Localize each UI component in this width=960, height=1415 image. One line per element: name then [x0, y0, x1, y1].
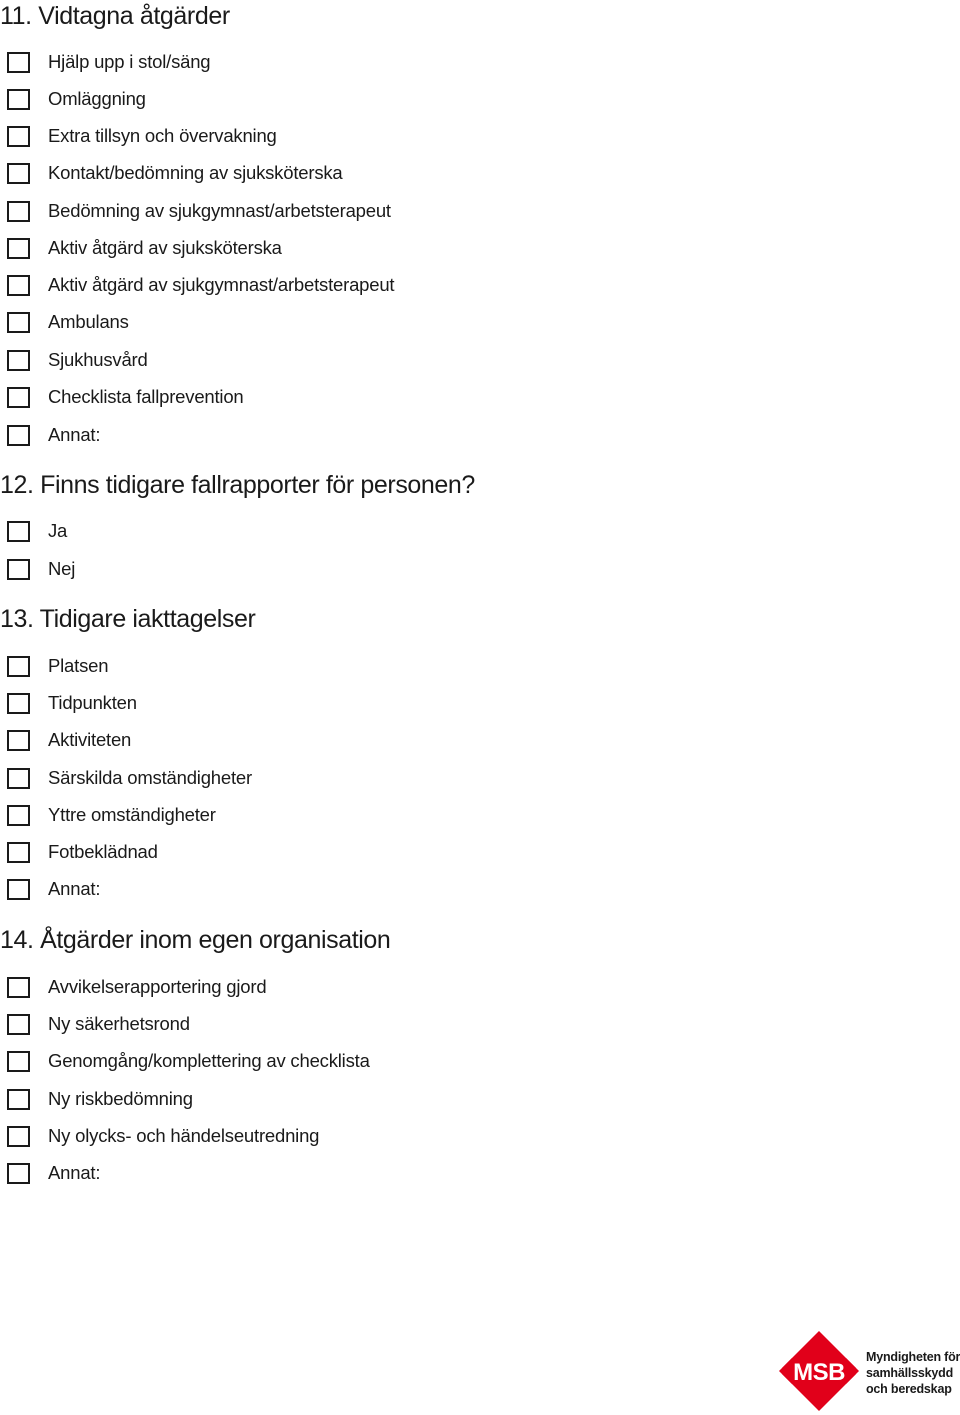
- checkbox-annat-13[interactable]: [7, 876, 100, 902]
- checkbox-label: Ny riskbedömning: [48, 1088, 193, 1109]
- checkbox-ny-riskbedomning[interactable]: [7, 1086, 193, 1112]
- checkbox-annat-11[interactable]: [7, 422, 100, 448]
- checkbox-aktiv-atgard-sjukskoterska[interactable]: [7, 235, 282, 261]
- checkbox-checklista-fallprevention[interactable]: [7, 384, 244, 410]
- checkbox-label: Yttre omständigheter: [48, 804, 216, 825]
- agency-name-line: samhällsskydd: [866, 1366, 954, 1380]
- checkbox-genomgang-checklista[interactable]: [7, 1048, 370, 1074]
- section-11-heading: 11. Vidtagna åtgärder: [0, 2, 230, 30]
- msb-logo: [778, 1330, 960, 1410]
- checkbox-box[interactable]: [7, 1051, 30, 1072]
- section-14-heading: 14. Åtgärder inom egen organisation: [0, 926, 391, 954]
- checkbox-sjukhusvard[interactable]: [7, 347, 148, 373]
- checkbox-label: Annat:: [48, 424, 101, 445]
- checkbox-box[interactable]: [7, 656, 30, 677]
- checkbox-label: Bedömning av sjukgymnast/arbetsterapeut: [48, 200, 391, 221]
- checkbox-label: Annat:: [48, 878, 101, 899]
- msb-logo-mark: [778, 1330, 860, 1412]
- checkbox-box[interactable]: [7, 1014, 30, 1035]
- checkbox-box[interactable]: [7, 312, 30, 333]
- checkbox-annat-14[interactable]: [7, 1160, 100, 1186]
- checkbox-box[interactable]: [7, 842, 30, 863]
- checkbox-box[interactable]: [7, 559, 30, 580]
- checkbox-box[interactable]: [7, 238, 30, 259]
- msb-agency-name: [866, 1349, 960, 1397]
- checkbox-label: Hjälp upp i stol/säng: [48, 51, 211, 72]
- section-12-heading: 12. Finns tidigare fallrapporter för personen?: [0, 471, 475, 499]
- checkbox-extra-tillsyn[interactable]: [7, 123, 277, 149]
- checkbox-box[interactable]: [7, 768, 30, 789]
- checkbox-label: Särskilda omständigheter: [48, 767, 252, 788]
- checkbox-box[interactable]: [7, 879, 30, 900]
- checkbox-omlaggning[interactable]: [7, 86, 146, 112]
- checkbox-label: Tidpunkten: [48, 692, 137, 713]
- checkbox-nej[interactable]: [7, 556, 75, 582]
- checkbox-hjalp-upp[interactable]: [7, 49, 210, 75]
- checkbox-ny-olycks-utredning[interactable]: [7, 1123, 319, 1149]
- checkbox-sarskilda-omstandigheter[interactable]: [7, 765, 252, 791]
- msb-logo-letters: MSB: [793, 1359, 845, 1386]
- checkbox-box[interactable]: [7, 89, 30, 110]
- checkbox-label: Kontakt/bedömning av sjuksköterska: [48, 162, 343, 183]
- checkbox-box[interactable]: [7, 275, 30, 296]
- checkbox-label: Extra tillsyn och övervakning: [48, 125, 277, 146]
- checkbox-tidpunkten[interactable]: [7, 690, 137, 716]
- checkbox-box[interactable]: [7, 521, 30, 542]
- checkbox-label: Ny olycks- och händelseutredning: [48, 1125, 320, 1146]
- checkbox-aktiviteten[interactable]: [7, 727, 131, 753]
- checkbox-box[interactable]: [7, 1163, 30, 1184]
- checkbox-label: Ny säkerhetsrond: [48, 1013, 190, 1034]
- checkbox-box[interactable]: [7, 977, 30, 998]
- checkbox-box[interactable]: [7, 805, 30, 826]
- checkbox-label: Ja: [48, 520, 68, 541]
- checkbox-platsen[interactable]: [7, 653, 108, 679]
- checkbox-ambulans[interactable]: [7, 309, 129, 335]
- checkbox-label: Aktiv åtgärd av sjuksköterska: [48, 237, 282, 258]
- checkbox-kontakt-sjukskoterska[interactable]: [7, 160, 343, 186]
- checkbox-ja[interactable]: [7, 518, 67, 544]
- checkbox-label: Aktiv åtgärd av sjukgymnast/arbetsterapeut: [48, 274, 395, 295]
- checkbox-box[interactable]: [7, 730, 30, 751]
- checkbox-avvikelserapportering[interactable]: [7, 974, 266, 1000]
- checkbox-box[interactable]: [7, 1089, 30, 1110]
- section-13-heading: 13. Tidigare iakttagelser: [0, 605, 256, 633]
- checkbox-aktiv-atgard-sjukgymnast[interactable]: [7, 272, 394, 298]
- checkbox-label: Annat:: [48, 1162, 101, 1183]
- checkbox-ny-sakerhetsrond[interactable]: [7, 1011, 190, 1037]
- checkbox-box[interactable]: [7, 387, 30, 408]
- checkbox-box[interactable]: [7, 126, 30, 147]
- checkbox-box[interactable]: [7, 350, 30, 371]
- checkbox-label: Avvikelserapportering gjord: [48, 976, 267, 997]
- checkbox-box[interactable]: [7, 1126, 30, 1147]
- agency-name-line: Myndigheten för: [866, 1350, 960, 1364]
- checkbox-label: Nej: [48, 558, 76, 579]
- checkbox-label: Fotbeklädnad: [48, 841, 158, 862]
- checkbox-box[interactable]: [7, 201, 30, 222]
- checkbox-box[interactable]: [7, 425, 30, 446]
- checkbox-label: Aktiviteten: [48, 729, 132, 750]
- checkbox-label: Checklista fallprevention: [48, 386, 244, 407]
- checkbox-yttre-omstandigheter[interactable]: [7, 802, 216, 828]
- checkbox-box[interactable]: [7, 163, 30, 184]
- checkbox-bedomning-sjukgymnast[interactable]: [7, 198, 391, 224]
- checkbox-fotbekladnad[interactable]: [7, 839, 158, 865]
- checkbox-label: Genomgång/komplettering av checklista: [48, 1050, 370, 1071]
- checkbox-label: Sjukhusvård: [48, 349, 148, 370]
- checkbox-label: Platsen: [48, 655, 109, 676]
- checkbox-label: Omläggning: [48, 88, 146, 109]
- checkbox-box[interactable]: [7, 52, 30, 73]
- checkbox-label: Ambulans: [48, 311, 129, 332]
- checkbox-box[interactable]: [7, 693, 30, 714]
- agency-name-line: och beredskap: [866, 1382, 952, 1396]
